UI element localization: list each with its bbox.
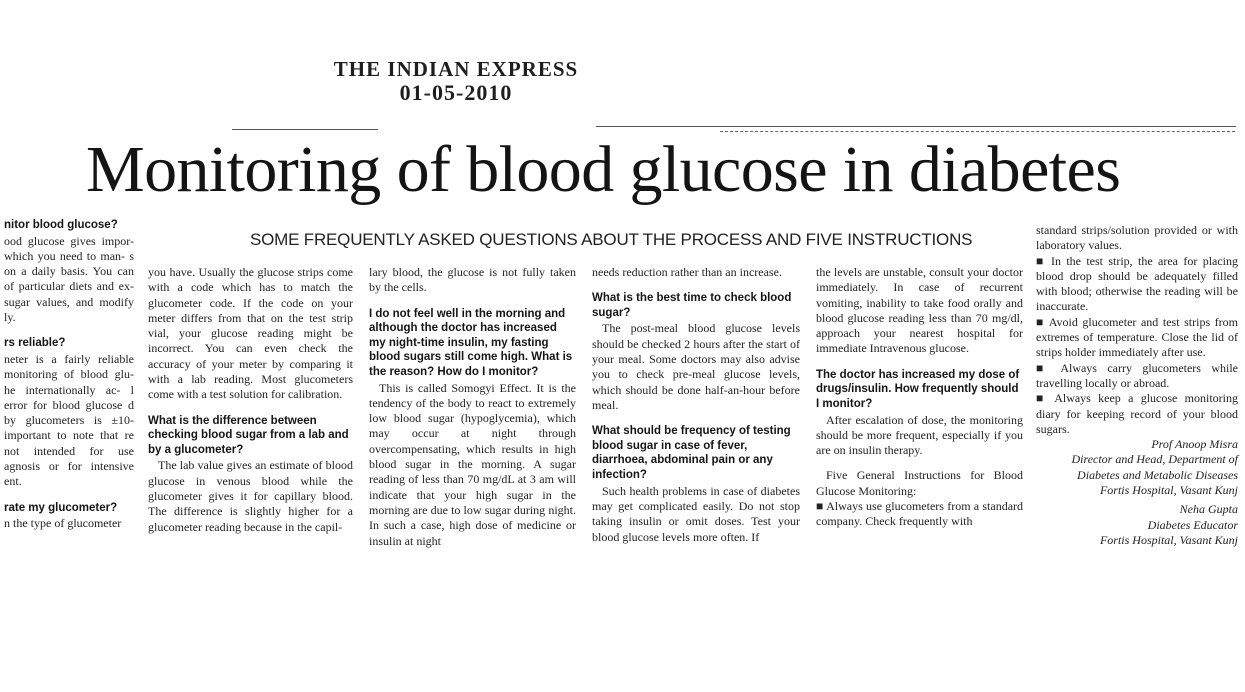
answer-text: ood glucose gives impor- which you need to man- s on a daily basis. You can of particular diets and ex- sugar values, and modify ly. [4,233,134,325]
answer-text: This is called Somogyi Effect. It is the tendency of the body to react to extremely low blood sugar (hypoglycemia), which may occur at night through overcompensating, which results in high blood sugar in the morning. A sugar reading of less than 70 mg/dL at 3 am will indicate that your high sugar in the morning are due to low sugar during night. In such a case, high dose of medicine or insulin at night [369,380,576,548]
author-name: Prof Anoop Misra [1151,437,1238,452]
answer-text: The lab value gives an estimate of blood glucose in venous blood while the glucometer gives it for capillary blood. The difference is slightly higher for a glucometer reading because in the capil- [148,458,353,534]
answer-text: After escalation of dose, the monitoring should be more frequent, especially if you are on insulin therapy. [816,412,1023,458]
masthead [318,58,594,106]
instruction-text: Always keep a glucose monitoring diary for keeping record of your blood sugars. [1036,391,1238,436]
answer-text: Such health problems in case of diabetes may get complicated easily. Do not stop taking insulin or omit doses. Test your blood glucose levels more often. If [592,483,800,544]
answer-text: you have. Usually the glucose strips come with a code which has to match the glucometer code. If the code on your meter differs from that on the test strip vial, your glucose reading might be incorrect. You can even check the accuracy of your meter by comparing it with a lab reading. Most glucometers come with a test solution for calibration. [148,265,353,402]
instructions-intro: Five General Instructions for Blood Glucose Monitoring: [816,468,1023,498]
question-heading: rate my glucometer? [4,501,118,514]
answer-text: needs reduction rather than an increase. [592,265,782,279]
subheadline: SOME FREQUENTLY ASKED QUESTIONS ABOUT THE PROCESS AND FIVE INSTRUCTIONS [250,230,973,249]
bullet-square-icon: ■ [1036,360,1051,375]
bullet-square-icon: ■ [1036,391,1048,406]
newspaper-name: THE INDIAN EXPRESS [333,57,579,81]
column-1 [4,218,134,532]
instruction-text: Avoid glucometer and test strips from extremes of temperature. Close the lid of strips holder immediately after use. [1036,314,1239,360]
masthead-rule-right [596,126,1236,127]
column-3 [369,265,576,549]
answer-text: lary blood, the glucose is not fully taken by the cells. [369,265,576,295]
instruction-text: Always carry glucometers while travelling locally or abroad. [1036,360,1238,390]
column-6 [1036,223,1238,548]
publication-date: 01-05-2010 [399,80,513,105]
author-organization: Fortis Hospital, Vasant Kunj [1099,483,1238,498]
question-heading: What should be frequency of testing blood sugar in case of fever, diarrhoea, abdominal pain or any infection? [592,425,791,482]
instruction-item [1036,361,1238,392]
question-heading: What is the best time to check blood sugar? [592,292,792,319]
question-heading: nitor blood glucose? [4,219,118,231]
column-4 [592,265,800,545]
column-2 [148,265,353,535]
answer-text: neter is a fairly reliable monitoring of blood glu- he internationally ac- l error for blood glucose d by glucometers is ±10- important to note that re not intended for use agnosis or for intensive ent. [4,351,134,489]
headline: Monitoring of blood glucose in diabetes [86,133,1121,206]
question-heading: rs reliable? [4,337,66,350]
author-title: Diabetes Educator [1147,517,1238,532]
answer-text: The post-meal blood glucose levels should be checked 2 hours after the start of your meal. Some doctors may also advise you to check pre-meal glucose levels, which should be done half-an-hour before meal. [592,321,800,412]
bullet-square-icon: ■ [1036,314,1045,329]
author-name: Neha Gupta [1179,502,1238,517]
author-title: Director and Head, Department of Diabetes and Metabolic Diseases [1071,452,1238,482]
masthead-rule-left [232,129,378,130]
instruction-item [1036,391,1238,437]
spacer [816,458,1023,468]
masthead-rule-dashed [720,131,1235,132]
column-5 [816,265,1023,530]
instruction-item [816,499,1023,530]
bullet-square-icon: ■ [816,499,824,514]
instruction-text: Always use glucometers from a standard company. Check frequently with [816,499,1024,529]
instruction-item [1036,254,1238,315]
instruction-item [1036,315,1238,361]
instruction-text: In the test strip, the area for placing blood drop should be adequately filled with blood; otherwise the reading will be inaccurate. [1036,253,1239,314]
answer-text: the levels are unstable, consult your doctor immediately. In case of recurrent vomiting, inability to take food orally and blood glucose reading less than 70 mg/dl, approach your nearest hospital for immediate Intravenous glucose. [816,265,1023,356]
instruction-text: standard strips/solution provided or with laboratory values. [1036,223,1238,253]
answer-text: n the type of glucometer [4,516,122,531]
bullet-square-icon: ■ [1036,253,1046,268]
author-organization: Fortis Hospital, Vasant Kunj [1099,532,1238,547]
question-heading: What is the difference between checking blood sugar from a lab and by a glucometer? [148,414,349,456]
question-heading: I do not feel well in the morning and although the doctor has increased my night-time insulin, my fasting blood sugars still come high. What is the reason? How do I monitor? [369,307,573,378]
question-heading: The doctor has increased my dose of drugs/insulin. How frequently should I monitor? [816,368,1020,410]
